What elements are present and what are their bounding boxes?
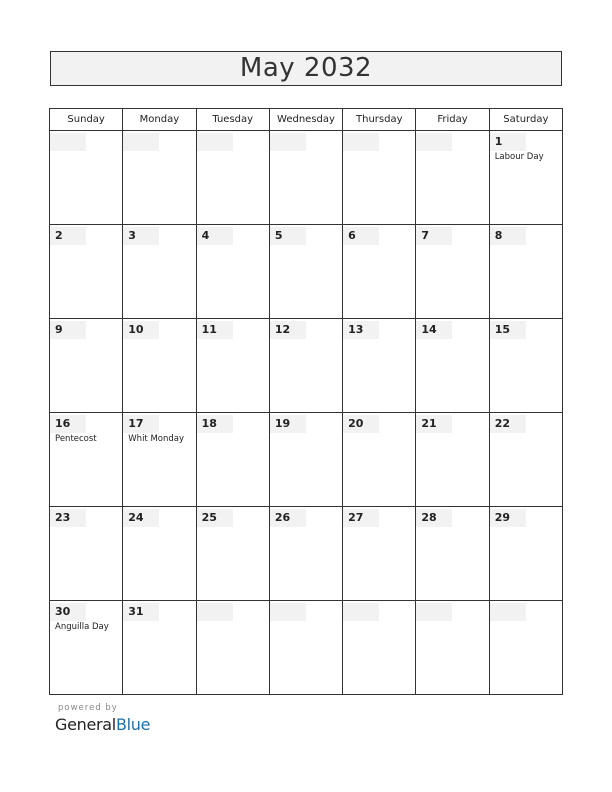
day-number: 6 [343,227,379,245]
day-number: 2 [50,227,86,245]
day-cell [489,601,562,695]
day-cell [123,601,196,695]
brand-general-text: General [55,715,116,734]
day-number [270,133,306,151]
day-cell [50,131,123,225]
day-number: 15 [490,321,526,339]
day-number [490,603,526,621]
day-number: 20 [343,415,379,433]
week-row-2 [50,225,563,319]
weekday-monday: Monday [123,109,196,131]
day-number [416,133,452,151]
weekday-tuesday: Tuesday [196,109,269,131]
day-cell [269,131,342,225]
day-cell [343,319,416,413]
day-cell [50,413,123,507]
week-row-4 [50,413,563,507]
day-cell [269,413,342,507]
day-cell [489,225,562,319]
day-number [123,133,159,151]
day-number [197,603,233,621]
day-number [270,603,306,621]
day-cell [269,507,342,601]
day-number: 11 [197,321,233,339]
day-number [416,603,452,621]
day-cell [416,507,489,601]
day-number: 27 [343,509,379,527]
brand-blue-text: Blue [115,715,151,734]
day-number: 19 [270,415,306,433]
day-number: 4 [197,227,233,245]
weekday-sunday: Sunday [50,109,123,131]
day-number: 26 [270,509,306,527]
day-cell [269,319,342,413]
day-cell [343,225,416,319]
weekday-friday: Friday [416,109,489,131]
day-cell [343,601,416,695]
day-cell [196,319,269,413]
weekday-wednesday: Wednesday [269,109,342,131]
day-number [343,603,379,621]
day-cell [343,131,416,225]
weekday-thursday: Thursday [343,109,416,131]
day-number: 16 [50,415,86,433]
week-row-5 [50,507,563,601]
day-cell [196,601,269,695]
day-cell [123,131,196,225]
day-number: 23 [50,509,86,527]
day-cell [123,507,196,601]
day-cell [196,225,269,319]
day-number: 31 [123,603,159,621]
calendar-grid [49,108,563,695]
day-cell [343,507,416,601]
weekday-saturday: Saturday [489,109,562,131]
day-cell [50,319,123,413]
day-number: 3 [123,227,159,245]
day-number: 5 [270,227,306,245]
day-cell [416,319,489,413]
day-cell [123,319,196,413]
day-cell [123,225,196,319]
day-cell [343,413,416,507]
week-row-1 [50,131,563,225]
day-cell [269,601,342,695]
day-cell [489,319,562,413]
holiday-label: Pentecost [55,434,97,444]
day-cell [196,131,269,225]
week-row-3 [50,319,563,413]
week-row-6 [50,601,563,695]
day-number: 25 [197,509,233,527]
day-cell [269,225,342,319]
powered-by-text: powered by [58,703,118,713]
day-number: 10 [123,321,159,339]
weekday-header-row [50,109,563,131]
holiday-label: Labour Day [494,152,544,162]
calendar-title: May 2032 [50,51,562,86]
day-number [50,133,86,151]
day-number: 18 [197,415,233,433]
day-number: 30 [50,603,86,621]
day-number: 1 [490,133,526,151]
day-cell [489,131,562,225]
day-number: 21 [416,415,452,433]
day-number: 9 [50,321,86,339]
day-cell [50,225,123,319]
day-number: 22 [490,415,526,433]
day-cell [123,413,196,507]
generalblue-logo[interactable] [55,715,150,734]
day-number: 7 [416,227,452,245]
day-number: 17 [123,415,159,433]
day-cell [416,601,489,695]
day-number [197,133,233,151]
day-number: 14 [416,321,452,339]
day-number [343,133,379,151]
day-cell [50,507,123,601]
holiday-label: Whit Monday [128,434,185,444]
day-number: 28 [416,509,452,527]
day-cell [196,507,269,601]
day-cell [416,131,489,225]
day-cell [489,413,562,507]
day-number: 13 [343,321,379,339]
day-number: 24 [123,509,159,527]
day-number: 12 [270,321,306,339]
day-cell [416,413,489,507]
day-cell [416,225,489,319]
day-cell [196,413,269,507]
day-number: 8 [490,227,526,245]
holiday-label: Anguilla Day [55,622,109,632]
day-cell [50,601,123,695]
day-number: 29 [490,509,526,527]
day-cell [489,507,562,601]
